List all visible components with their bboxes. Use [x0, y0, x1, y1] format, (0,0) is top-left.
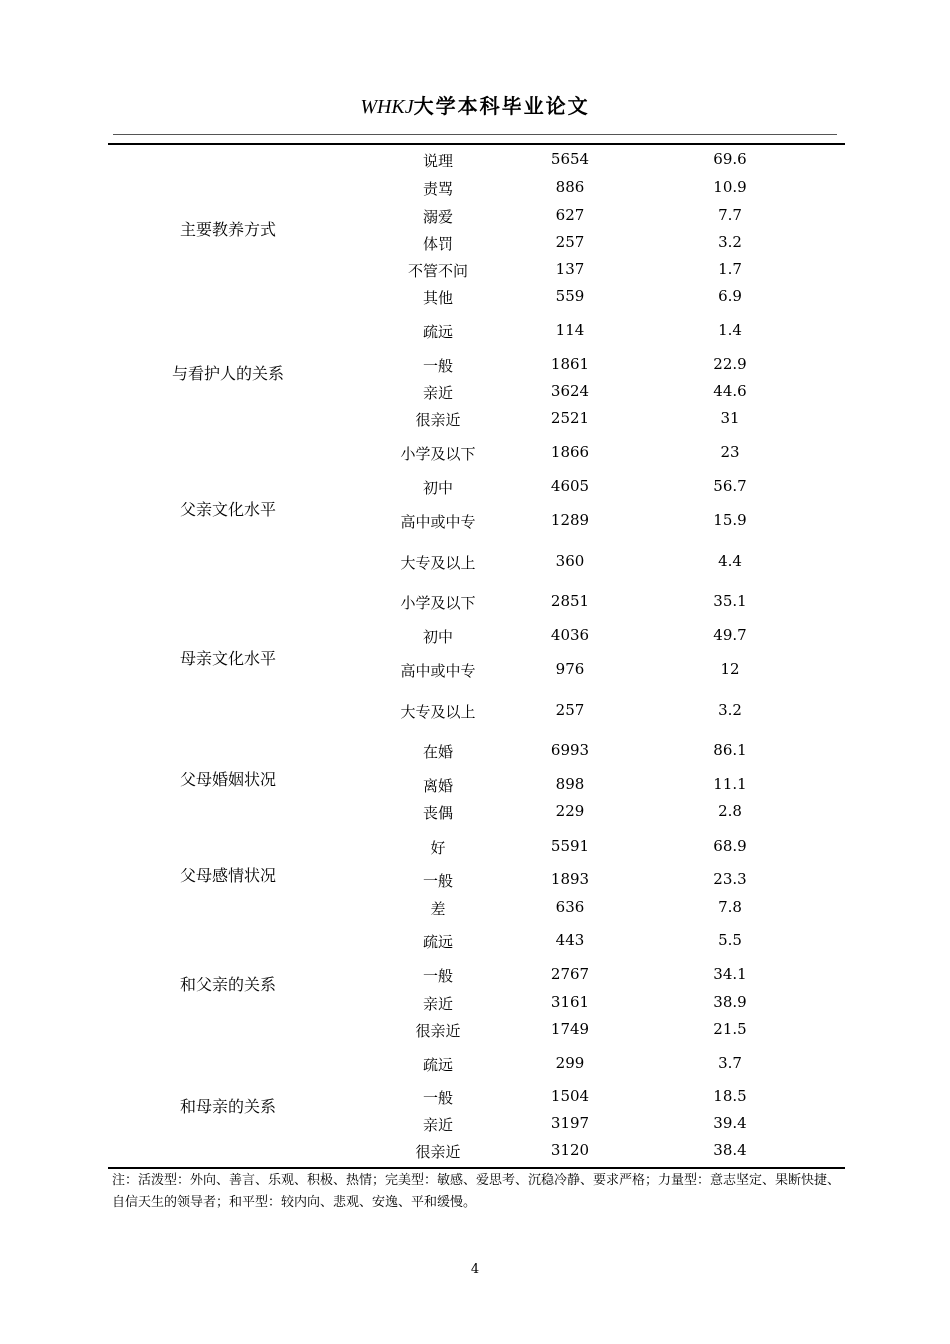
- table-row: [108, 552, 845, 572]
- percent-cell: 15.9: [713, 511, 747, 529]
- percent-cell: 7.7: [718, 206, 742, 224]
- table-row: [108, 260, 845, 280]
- item-cell: 疏远: [422, 933, 453, 951]
- item-cell: 小学及以下: [400, 594, 476, 612]
- percent-cell: 22.9: [713, 355, 747, 373]
- count-cell: 1861: [550, 355, 590, 373]
- count-cell: 5654: [550, 150, 590, 168]
- count-cell: 1289: [550, 511, 590, 529]
- item-cell: 初中: [422, 479, 453, 497]
- percent-cell: 23.3: [713, 870, 747, 888]
- table-row: [108, 837, 845, 857]
- count-cell: 636: [555, 898, 585, 916]
- item-cell: 亲近: [422, 1116, 453, 1134]
- table-top-rule: [108, 143, 845, 145]
- item-cell: 初中: [422, 628, 453, 646]
- page-header: [0, 90, 950, 119]
- count-cell: 1866: [550, 443, 590, 461]
- table-row: [108, 870, 845, 890]
- percent-cell: 44.6: [713, 382, 747, 400]
- item-cell: 离婚: [422, 777, 453, 795]
- percent-cell: 12: [720, 660, 740, 678]
- percent-cell: 6.9: [718, 287, 742, 305]
- category-label: 和父亲的关系: [179, 975, 276, 994]
- count-cell: 2851: [550, 592, 590, 610]
- header-title: 大学本科毕业论文: [413, 94, 590, 118]
- item-cell: 溺爱: [422, 208, 453, 226]
- count-cell: 443: [555, 931, 585, 949]
- item-cell: 丧偶: [422, 804, 453, 822]
- table-row: [108, 775, 845, 795]
- percent-cell: 7.8: [718, 898, 742, 916]
- item-cell: 差: [430, 900, 446, 918]
- table-row: [108, 741, 845, 761]
- table-row: [108, 1054, 845, 1074]
- percent-cell: 86.1: [713, 741, 747, 759]
- item-cell: 疏远: [422, 323, 453, 341]
- item-cell: 一般: [422, 967, 453, 985]
- percent-cell: 4.4: [718, 552, 742, 570]
- count-cell: 137: [555, 260, 585, 278]
- percent-cell: 1.4: [718, 321, 742, 339]
- percent-cell: 38.9: [713, 993, 747, 1011]
- table-row: [108, 626, 845, 646]
- count-cell: 627: [555, 206, 585, 224]
- count-cell: 257: [555, 701, 585, 719]
- category-label: 与看护人的关系: [171, 364, 284, 383]
- table-row: [108, 382, 845, 402]
- percent-cell: 31: [720, 409, 740, 427]
- count-cell: 3197: [550, 1114, 590, 1132]
- percent-cell: 11.1: [713, 775, 747, 793]
- header-latin: WHKJ: [360, 96, 414, 118]
- table-row: [108, 1020, 845, 1040]
- header-divider: [113, 134, 837, 135]
- category-label: 父亲文化水平: [179, 500, 276, 519]
- table-row: [108, 701, 845, 721]
- percent-cell: 35.1: [713, 592, 747, 610]
- percent-cell: 1.7: [718, 260, 742, 278]
- table-row: [108, 443, 845, 463]
- percent-cell: 3.7: [718, 1054, 742, 1072]
- percent-cell: 18.5: [713, 1087, 747, 1105]
- percent-cell: 68.9: [713, 837, 747, 855]
- category-label: 母亲文化水平: [179, 649, 276, 668]
- item-cell: 说理: [422, 152, 453, 170]
- count-cell: 229: [555, 802, 585, 820]
- table-row: [108, 802, 845, 822]
- item-cell: 很亲近: [415, 1022, 461, 1040]
- item-cell: 体罚: [422, 235, 453, 253]
- count-cell: 4036: [550, 626, 590, 644]
- percent-cell: 5.5: [718, 931, 742, 949]
- count-cell: 2521: [550, 409, 590, 427]
- table-row: [108, 1141, 845, 1161]
- table-row: [108, 233, 845, 253]
- item-cell: 一般: [422, 357, 453, 375]
- count-cell: 3624: [550, 382, 590, 400]
- percent-cell: 21.5: [713, 1020, 747, 1038]
- item-cell: 好: [430, 839, 446, 857]
- item-cell: 一般: [422, 1089, 453, 1107]
- table-row: [108, 409, 845, 429]
- count-cell: 976: [555, 660, 585, 678]
- page-number: 4: [470, 1262, 480, 1277]
- count-cell: 360: [555, 552, 585, 570]
- table-row: [108, 321, 845, 341]
- count-cell: 257: [555, 233, 585, 251]
- count-cell: 2767: [550, 965, 590, 983]
- item-cell: 小学及以下: [400, 445, 476, 463]
- percent-cell: 2.8: [718, 802, 742, 820]
- table-row: [108, 1087, 845, 1107]
- item-cell: 亲近: [422, 995, 453, 1013]
- table-row: [108, 965, 845, 985]
- table-note: 注：活泼型：外向、善言、乐观、积极、热情；完美型：敏感、爱思考、沉稳冷静、要求严格；力量型：意志坚定、果断快捷、自信天生的领导者；和平型：较内向、悲观、安逸、平和缓慢。: [112, 1173, 841, 1210]
- item-cell: 一般: [422, 872, 453, 890]
- table-row: [108, 511, 845, 531]
- percent-cell: 3.2: [718, 701, 742, 719]
- percent-cell: 23: [720, 443, 740, 461]
- count-cell: 3161: [550, 993, 590, 1011]
- percent-cell: 3.2: [718, 233, 742, 251]
- item-cell: 疏远: [422, 1056, 453, 1074]
- category-label: 和母亲的关系: [179, 1097, 276, 1116]
- item-cell: 大专及以上: [400, 554, 476, 572]
- count-cell: 114: [555, 321, 585, 339]
- item-cell: 在婚: [422, 743, 453, 761]
- count-cell: 886: [555, 178, 585, 196]
- item-cell: 高中或中专: [400, 513, 476, 531]
- table-row: [108, 660, 845, 680]
- item-cell: 其他: [422, 289, 453, 307]
- count-cell: 299: [555, 1054, 585, 1072]
- item-cell: 很亲近: [415, 1143, 461, 1161]
- table-row: [108, 898, 845, 918]
- percent-cell: 38.4: [713, 1141, 747, 1159]
- item-cell: 高中或中专: [400, 662, 476, 680]
- percent-cell: 69.6: [713, 150, 747, 168]
- table-row: [108, 993, 845, 1013]
- count-cell: 1749: [550, 1020, 590, 1038]
- table-row: [108, 931, 845, 951]
- table-row: [108, 1114, 845, 1134]
- table-row: [108, 477, 845, 497]
- count-cell: 898: [555, 775, 585, 793]
- percent-cell: 56.7: [713, 477, 747, 495]
- count-cell: 5591: [550, 837, 590, 855]
- percent-cell: 34.1: [713, 965, 747, 983]
- percent-cell: 39.4: [713, 1114, 747, 1132]
- table-row: [108, 287, 845, 307]
- count-cell: 3120: [550, 1141, 590, 1159]
- category-label: 父母感情状况: [179, 866, 276, 885]
- table-row: [108, 355, 845, 375]
- count-cell: 4605: [550, 477, 590, 495]
- item-cell: 大专及以上: [400, 703, 476, 721]
- percent-cell: 10.9: [713, 178, 747, 196]
- category-label: 主要教养方式: [179, 220, 276, 239]
- item-cell: 不管不问: [407, 262, 468, 280]
- item-cell: 很亲近: [415, 411, 461, 429]
- table-row: [108, 206, 845, 226]
- table-row: [108, 592, 845, 612]
- count-cell: 1504: [550, 1087, 590, 1105]
- count-cell: 6993: [550, 741, 590, 759]
- table-row: [108, 150, 845, 170]
- category-label: 父母婚姻状况: [179, 770, 276, 789]
- item-cell: 责骂: [422, 180, 453, 198]
- percent-cell: 49.7: [713, 626, 747, 644]
- count-cell: 559: [555, 287, 585, 305]
- count-cell: 1893: [550, 870, 590, 888]
- table-bottom-rule: [108, 1167, 845, 1169]
- table-row: [108, 178, 845, 198]
- item-cell: 亲近: [422, 384, 453, 402]
